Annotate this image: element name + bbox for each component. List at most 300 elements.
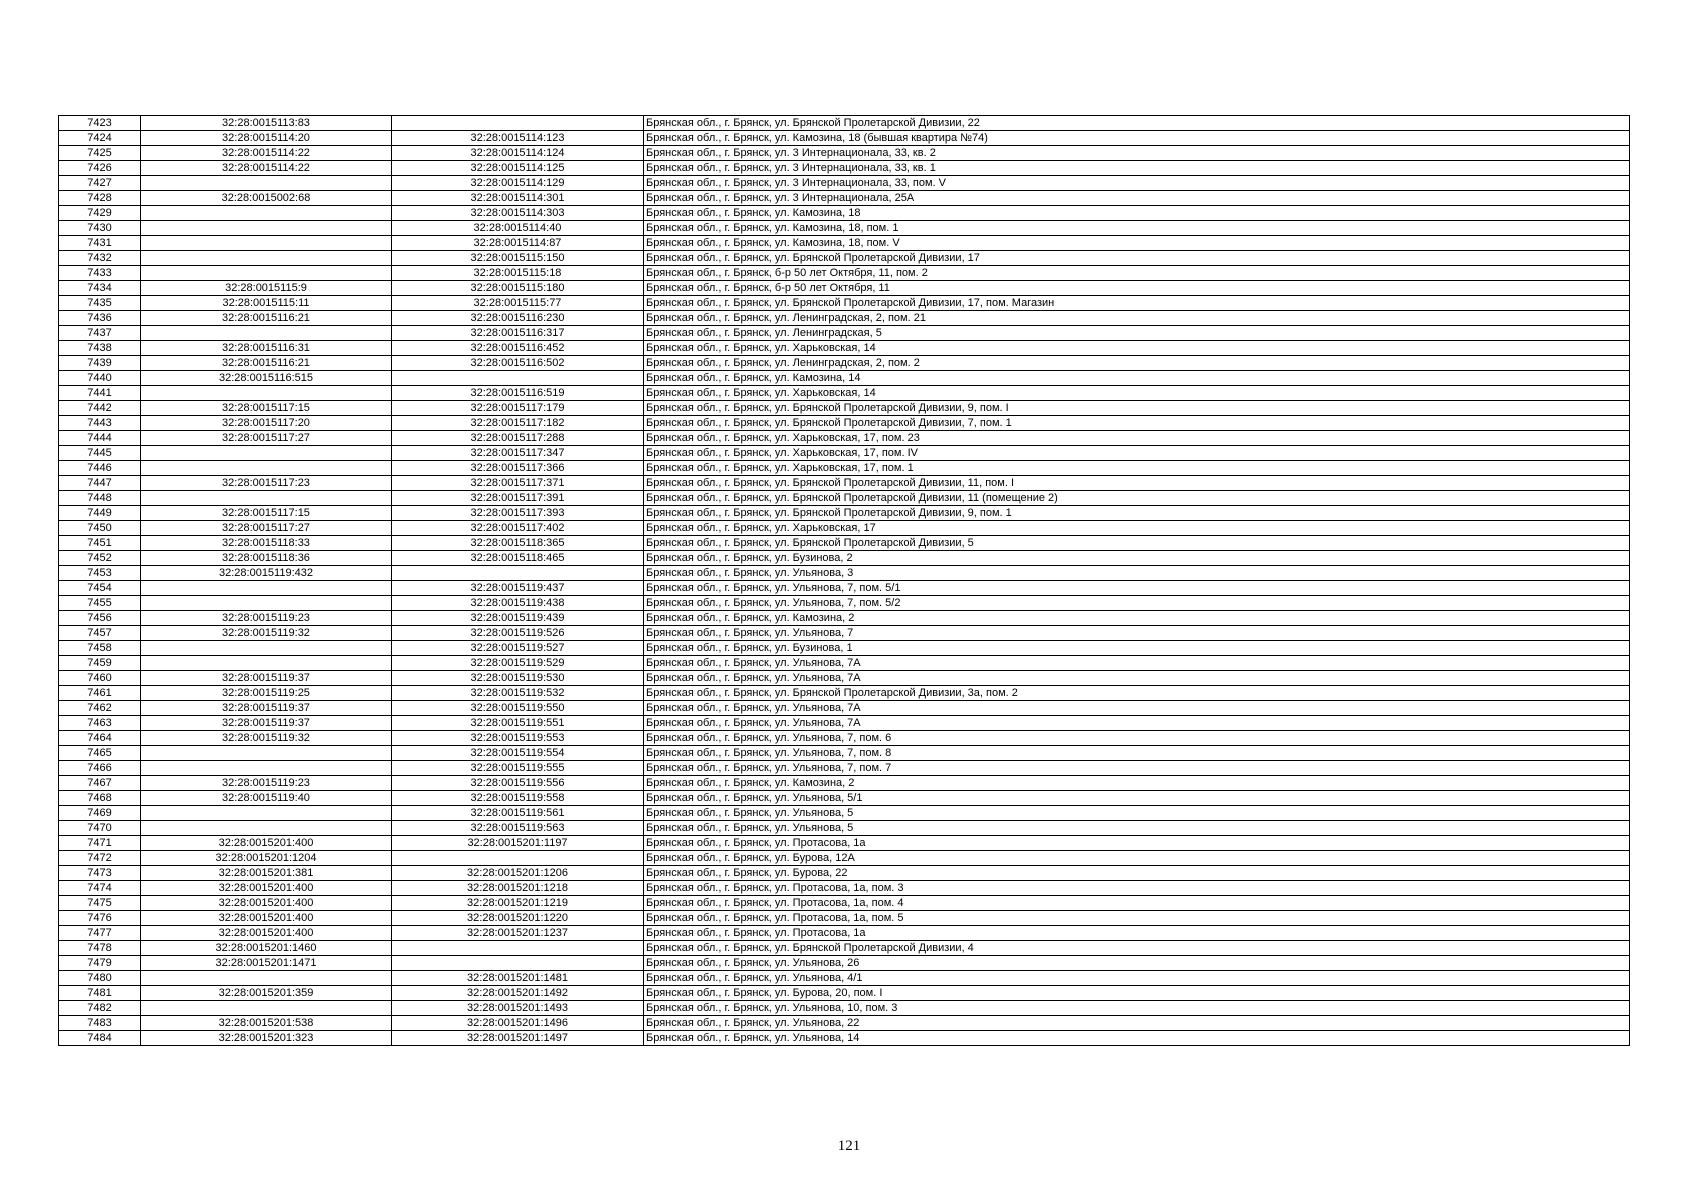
table-row <box>59 566 1630 581</box>
object-cadastral-cell: 32:28:0015119:530 <box>392 671 644 686</box>
table-row <box>59 1031 1630 1046</box>
row-number-cell: 7459 <box>59 656 141 671</box>
object-cadastral-cell: 32:28:0015114:125 <box>392 161 644 176</box>
parcel-cadastral-cell <box>141 266 392 281</box>
table-row <box>59 536 1630 551</box>
row-number-cell: 7435 <box>59 296 141 311</box>
address-cell: Брянская обл., г. Брянск, ул. Брянской Пролетарской Дивизии, 7, пом. 1 <box>644 416 1630 431</box>
row-number-cell: 7439 <box>59 356 141 371</box>
object-cadastral-cell <box>392 941 644 956</box>
address-cell: Брянская обл., г. Брянск, ул. Ленинградская, 5 <box>644 326 1630 341</box>
row-number-cell: 7484 <box>59 1031 141 1046</box>
row-number-cell: 7447 <box>59 476 141 491</box>
parcel-cadastral-cell: 32:28:0015119:23 <box>141 776 392 791</box>
object-cadastral-cell: 32:28:0015116:519 <box>392 386 644 401</box>
row-number-cell: 7483 <box>59 1016 141 1031</box>
object-cadastral-cell: 32:28:0015114:40 <box>392 221 644 236</box>
address-cell: Брянская обл., г. Брянск, ул. Брянской Пролетарской Дивизии, 9, пом. I <box>644 401 1630 416</box>
object-cadastral-cell: 32:28:0015116:317 <box>392 326 644 341</box>
address-cell: Брянская обл., г. Брянск, ул. Ульянова, 7, пом. 7 <box>644 761 1630 776</box>
address-cell: Брянская обл., г. Брянск, ул. Брянской Пролетарской Дивизии, 17 <box>644 251 1630 266</box>
table-row <box>59 731 1630 746</box>
row-number-cell: 7441 <box>59 386 141 401</box>
object-cadastral-cell: 32:28:0015201:1220 <box>392 911 644 926</box>
address-cell: Брянская обл., г. Брянск, ул. Харьковская, 17 <box>644 521 1630 536</box>
row-number-cell: 7456 <box>59 611 141 626</box>
parcel-cadastral-cell: 32:28:0015114:20 <box>141 131 392 146</box>
object-cadastral-cell: 32:28:0015201:1237 <box>392 926 644 941</box>
table-row <box>59 446 1630 461</box>
row-number-cell: 7468 <box>59 791 141 806</box>
parcel-cadastral-cell <box>141 806 392 821</box>
parcel-cadastral-cell: 32:28:0015201:400 <box>141 836 392 851</box>
address-cell: Брянская обл., г. Брянск, ул. Харьковская, 14 <box>644 341 1630 356</box>
address-cell: Брянская обл., г. Брянск, ул. Ленинградская, 2, пом. 2 <box>644 356 1630 371</box>
address-cell: Брянская обл., г. Брянск, ул. Ульянова, 3 <box>644 566 1630 581</box>
parcel-cadastral-cell <box>141 491 392 506</box>
parcel-cadastral-cell: 32:28:0015119:23 <box>141 611 392 626</box>
row-number-cell: 7464 <box>59 731 141 746</box>
parcel-cadastral-cell: 32:28:0015115:9 <box>141 281 392 296</box>
row-number-cell: 7451 <box>59 536 141 551</box>
object-cadastral-cell: 32:28:0015117:391 <box>392 491 644 506</box>
object-cadastral-cell: 32:28:0015119:439 <box>392 611 644 626</box>
parcel-cadastral-cell: 32:28:0015002:68 <box>141 191 392 206</box>
parcel-cadastral-cell <box>141 971 392 986</box>
parcel-cadastral-cell: 32:28:0015118:36 <box>141 551 392 566</box>
table-row <box>59 1001 1630 1016</box>
parcel-cadastral-cell <box>141 641 392 656</box>
row-number-cell: 7429 <box>59 206 141 221</box>
object-cadastral-cell: 32:28:0015119:529 <box>392 656 644 671</box>
object-cadastral-cell: 32:28:0015114:87 <box>392 236 644 251</box>
table-row <box>59 911 1630 926</box>
parcel-cadastral-cell: 32:28:0015201:400 <box>141 881 392 896</box>
object-cadastral-cell: 32:28:0015119:555 <box>392 761 644 776</box>
object-cadastral-cell: 32:28:0015117:371 <box>392 476 644 491</box>
row-number-cell: 7480 <box>59 971 141 986</box>
object-cadastral-cell <box>392 851 644 866</box>
object-cadastral-cell <box>392 566 644 581</box>
table-row <box>59 281 1630 296</box>
table-row <box>59 311 1630 326</box>
address-cell: Брянская обл., г. Брянск, ул. Бузинова, 1 <box>644 641 1630 656</box>
address-cell: Брянская обл., г. Брянск, ул. Ленинградская, 2, пом. 21 <box>644 311 1630 326</box>
parcel-cadastral-cell <box>141 251 392 266</box>
address-cell: Брянская обл., г. Брянск, ул. Ульянова, 5/1 <box>644 791 1630 806</box>
table-row <box>59 236 1630 251</box>
table-row <box>59 881 1630 896</box>
address-cell: Брянская обл., г. Брянск, ул. Харьковская, 17, пом. IV <box>644 446 1630 461</box>
object-cadastral-cell: 32:28:0015119:437 <box>392 581 644 596</box>
parcel-cadastral-cell <box>141 326 392 341</box>
parcel-cadastral-cell <box>141 446 392 461</box>
table-row <box>59 491 1630 506</box>
row-number-cell: 7427 <box>59 176 141 191</box>
object-cadastral-cell: 32:28:0015119:561 <box>392 806 644 821</box>
row-number-cell: 7465 <box>59 746 141 761</box>
parcel-cadastral-cell: 32:28:0015116:31 <box>141 341 392 356</box>
object-cadastral-cell: 32:28:0015116:230 <box>392 311 644 326</box>
table-row <box>59 521 1630 536</box>
object-cadastral-cell: 32:28:0015117:182 <box>392 416 644 431</box>
table-row <box>59 581 1630 596</box>
row-number-cell: 7462 <box>59 701 141 716</box>
parcel-cadastral-cell: 32:28:0015201:538 <box>141 1016 392 1031</box>
parcel-cadastral-cell: 32:28:0015116:21 <box>141 356 392 371</box>
table-row <box>59 896 1630 911</box>
address-cell: Брянская обл., г. Брянск, ул. Бурова, 22 <box>644 866 1630 881</box>
table-row <box>59 641 1630 656</box>
parcel-cadastral-cell <box>141 176 392 191</box>
row-number-cell: 7432 <box>59 251 141 266</box>
row-number-cell: 7481 <box>59 986 141 1001</box>
table-row <box>59 806 1630 821</box>
parcel-cadastral-cell: 32:28:0015201:323 <box>141 1031 392 1046</box>
row-number-cell: 7472 <box>59 851 141 866</box>
row-number-cell: 7423 <box>59 116 141 131</box>
address-cell: Брянская обл., г. Брянск, б-р 50 лет Октября, 11 <box>644 281 1630 296</box>
address-cell: Брянская обл., г. Брянск, ул. Брянской Пролетарской Дивизии, 9, пом. 1 <box>644 506 1630 521</box>
parcel-cadastral-cell: 32:28:0015116:21 <box>141 311 392 326</box>
table-row <box>59 821 1630 836</box>
table-row <box>59 986 1630 1001</box>
object-cadastral-cell: 32:28:0015115:77 <box>392 296 644 311</box>
parcel-cadastral-cell: 32:28:0015201:359 <box>141 986 392 1001</box>
row-number-cell: 7452 <box>59 551 141 566</box>
address-cell: Брянская обл., г. Брянск, ул. Брянской Пролетарской Дивизии, 3а, пом. 2 <box>644 686 1630 701</box>
table-row <box>59 146 1630 161</box>
row-number-cell: 7445 <box>59 446 141 461</box>
object-cadastral-cell: 32:28:0015114:129 <box>392 176 644 191</box>
parcel-cadastral-cell: 32:28:0015201:1460 <box>141 941 392 956</box>
object-cadastral-cell: 32:28:0015119:558 <box>392 791 644 806</box>
parcel-cadastral-cell: 32:28:0015119:432 <box>141 566 392 581</box>
table-row <box>59 941 1630 956</box>
address-cell: Брянская обл., г. Брянск, ул. Ульянова, 26 <box>644 956 1630 971</box>
table-row <box>59 701 1630 716</box>
parcel-cadastral-cell: 32:28:0015119:37 <box>141 716 392 731</box>
object-cadastral-cell: 32:28:0015117:393 <box>392 506 644 521</box>
row-number-cell: 7446 <box>59 461 141 476</box>
object-cadastral-cell: 32:28:0015201:1492 <box>392 986 644 1001</box>
object-cadastral-cell: 32:28:0015119:563 <box>392 821 644 836</box>
address-cell: Брянская обл., г. Брянск, ул. Ульянова, 7А <box>644 716 1630 731</box>
row-number-cell: 7428 <box>59 191 141 206</box>
object-cadastral-cell: 32:28:0015114:123 <box>392 131 644 146</box>
table-row <box>59 1016 1630 1031</box>
object-cadastral-cell: 32:28:0015117:366 <box>392 461 644 476</box>
table-row <box>59 671 1630 686</box>
parcel-cadastral-cell: 32:28:0015117:23 <box>141 476 392 491</box>
address-cell: Брянская обл., г. Брянск, ул. Брянской Пролетарской Дивизии, 17, пом. Магазин <box>644 296 1630 311</box>
row-number-cell: 7478 <box>59 941 141 956</box>
object-cadastral-cell: 32:28:0015116:452 <box>392 341 644 356</box>
address-cell: Брянская обл., г. Брянск, ул. Харьковская, 17, пом. 1 <box>644 461 1630 476</box>
parcel-cadastral-cell: 32:28:0015119:32 <box>141 731 392 746</box>
table-row <box>59 776 1630 791</box>
address-cell: Брянская обл., г. Брянск, ул. 3 Интернационала, 33, пом. V <box>644 176 1630 191</box>
address-cell: Брянская обл., г. Брянск, ул. Ульянова, 22 <box>644 1016 1630 1031</box>
object-cadastral-cell <box>392 116 644 131</box>
table-row <box>59 551 1630 566</box>
row-number-cell: 7425 <box>59 146 141 161</box>
address-cell: Брянская обл., г. Брянск, ул. Камозина, 14 <box>644 371 1630 386</box>
object-cadastral-cell: 32:28:0015115:18 <box>392 266 644 281</box>
parcel-cadastral-cell <box>141 206 392 221</box>
object-cadastral-cell: 32:28:0015119:532 <box>392 686 644 701</box>
address-cell: Брянская обл., г. Брянск, ул. Брянской Пролетарской Дивизии, 22 <box>644 116 1630 131</box>
table-row <box>59 116 1630 131</box>
parcel-cadastral-cell: 32:28:0015119:37 <box>141 701 392 716</box>
address-cell: Брянская обл., г. Брянск, ул. Ульянова, 7, пом. 8 <box>644 746 1630 761</box>
table-row <box>59 611 1630 626</box>
table-row <box>59 626 1630 641</box>
parcel-cadastral-cell: 32:28:0015117:20 <box>141 416 392 431</box>
object-cadastral-cell: 32:28:0015201:1197 <box>392 836 644 851</box>
table-row <box>59 251 1630 266</box>
table-row <box>59 431 1630 446</box>
parcel-cadastral-cell: 32:28:0015201:400 <box>141 896 392 911</box>
address-cell: Брянская обл., г. Брянск, ул. Ульянова, 7, пом. 6 <box>644 731 1630 746</box>
parcel-cadastral-cell <box>141 221 392 236</box>
address-cell: Брянская обл., г. Брянск, ул. Брянской Пролетарской Дивизии, 11 (помещение 2) <box>644 491 1630 506</box>
object-cadastral-cell: 32:28:0015114:303 <box>392 206 644 221</box>
row-number-cell: 7434 <box>59 281 141 296</box>
row-number-cell: 7453 <box>59 566 141 581</box>
row-number-cell: 7426 <box>59 161 141 176</box>
address-cell: Брянская обл., г. Брянск, ул. Камозина, 2 <box>644 611 1630 626</box>
row-number-cell: 7450 <box>59 521 141 536</box>
address-cell: Брянская обл., г. Брянск, ул. Протасова, 1а, пом. 4 <box>644 896 1630 911</box>
address-cell: Брянская обл., г. Брянск, ул. 3 Интернационала, 25А <box>644 191 1630 206</box>
row-number-cell: 7461 <box>59 686 141 701</box>
parcel-cadastral-cell: 32:28:0015201:400 <box>141 926 392 941</box>
row-number-cell: 7477 <box>59 926 141 941</box>
object-cadastral-cell: 32:28:0015119:438 <box>392 596 644 611</box>
parcel-cadastral-cell: 32:28:0015201:1471 <box>141 956 392 971</box>
row-number-cell: 7424 <box>59 131 141 146</box>
object-cadastral-cell: 32:28:0015119:556 <box>392 776 644 791</box>
row-number-cell: 7444 <box>59 431 141 446</box>
row-number-cell: 7443 <box>59 416 141 431</box>
object-cadastral-cell: 32:28:0015118:365 <box>392 536 644 551</box>
address-cell: Брянская обл., г. Брянск, ул. Бурова, 12А <box>644 851 1630 866</box>
table-row <box>59 926 1630 941</box>
row-number-cell: 7430 <box>59 221 141 236</box>
object-cadastral-cell: 32:28:0015119:553 <box>392 731 644 746</box>
address-cell: Брянская обл., г. Брянск, ул. Протасова, 1а <box>644 836 1630 851</box>
address-cell: Брянская обл., г. Брянск, ул. Ульянова, 7А <box>644 701 1630 716</box>
registry-table-body <box>59 116 1630 1046</box>
address-cell: Брянская обл., г. Брянск, ул. Ульянова, 7А <box>644 671 1630 686</box>
table-row <box>59 656 1630 671</box>
object-cadastral-cell: 32:28:0015115:150 <box>392 251 644 266</box>
object-cadastral-cell: 32:28:0015115:180 <box>392 281 644 296</box>
parcel-cadastral-cell: 32:28:0015113:83 <box>141 116 392 131</box>
parcel-cadastral-cell <box>141 596 392 611</box>
parcel-cadastral-cell <box>141 821 392 836</box>
table-row <box>59 401 1630 416</box>
row-number-cell: 7463 <box>59 716 141 731</box>
address-cell: Брянская обл., г. Брянск, ул. Бузинова, 2 <box>644 551 1630 566</box>
address-cell: Брянская обл., г. Брянск, ул. Ульянова, 7, пом. 5/2 <box>644 596 1630 611</box>
table-row <box>59 371 1630 386</box>
parcel-cadastral-cell: 32:28:0015119:40 <box>141 791 392 806</box>
address-cell: Брянская обл., г. Брянск, ул. Ульянова, 10, пом. 3 <box>644 1001 1630 1016</box>
object-cadastral-cell: 32:28:0015117:402 <box>392 521 644 536</box>
parcel-cadastral-cell <box>141 236 392 251</box>
address-cell: Брянская обл., г. Брянск, ул. Брянской Пролетарской Дивизии, 11, пом. I <box>644 476 1630 491</box>
address-cell: Брянская обл., г. Брянск, ул. Камозина, 18 <box>644 206 1630 221</box>
table-row <box>59 191 1630 206</box>
row-number-cell: 7437 <box>59 326 141 341</box>
parcel-cadastral-cell: 32:28:0015115:11 <box>141 296 392 311</box>
row-number-cell: 7438 <box>59 341 141 356</box>
table-row <box>59 476 1630 491</box>
row-number-cell: 7475 <box>59 896 141 911</box>
object-cadastral-cell: 32:28:0015119:551 <box>392 716 644 731</box>
parcel-cadastral-cell <box>141 581 392 596</box>
table-row <box>59 416 1630 431</box>
table-row <box>59 956 1630 971</box>
row-number-cell: 7476 <box>59 911 141 926</box>
parcel-cadastral-cell: 32:28:0015117:27 <box>141 521 392 536</box>
registry-table <box>58 115 1630 1046</box>
row-number-cell: 7448 <box>59 491 141 506</box>
address-cell: Брянская обл., г. Брянск, ул. Протасова, 1а <box>644 926 1630 941</box>
table-row <box>59 716 1630 731</box>
row-number-cell: 7469 <box>59 806 141 821</box>
row-number-cell: 7479 <box>59 956 141 971</box>
row-number-cell: 7473 <box>59 866 141 881</box>
object-cadastral-cell: 32:28:0015117:288 <box>392 431 644 446</box>
address-cell: Брянская обл., г. Брянск, ул. 3 Интернационала, 33, кв. 1 <box>644 161 1630 176</box>
row-number-cell: 7466 <box>59 761 141 776</box>
object-cadastral-cell <box>392 956 644 971</box>
address-cell: Брянская обл., г. Брянск, ул. Камозина, 18 (бывшая квартира №74) <box>644 131 1630 146</box>
address-cell: Брянская обл., г. Брянск, ул. Камозина, 18, пом. V <box>644 236 1630 251</box>
object-cadastral-cell: 32:28:0015201:1493 <box>392 1001 644 1016</box>
row-number-cell: 7433 <box>59 266 141 281</box>
object-cadastral-cell: 32:28:0015201:1206 <box>392 866 644 881</box>
parcel-cadastral-cell: 32:28:0015117:27 <box>141 431 392 446</box>
table-row <box>59 506 1630 521</box>
table-row <box>59 356 1630 371</box>
parcel-cadastral-cell: 32:28:0015201:381 <box>141 866 392 881</box>
row-number-cell: 7442 <box>59 401 141 416</box>
address-cell: Брянская обл., г. Брянск, ул. Брянской Пролетарской Дивизии, 4 <box>644 941 1630 956</box>
page-number: 121 <box>837 1138 861 1154</box>
object-cadastral-cell: 32:28:0015114:124 <box>392 146 644 161</box>
row-number-cell: 7482 <box>59 1001 141 1016</box>
row-number-cell: 7436 <box>59 311 141 326</box>
table-row <box>59 836 1630 851</box>
address-cell: Брянская обл., г. Брянск, ул. Ульянова, 5 <box>644 821 1630 836</box>
object-cadastral-cell: 32:28:0015119:554 <box>392 746 644 761</box>
row-number-cell: 7471 <box>59 836 141 851</box>
parcel-cadastral-cell: 32:28:0015117:15 <box>141 506 392 521</box>
row-number-cell: 7467 <box>59 776 141 791</box>
parcel-cadastral-cell: 32:28:0015116:515 <box>141 371 392 386</box>
address-cell: Брянская обл., г. Брянск, ул. Камозина, 2 <box>644 776 1630 791</box>
table-row <box>59 206 1630 221</box>
address-cell: Брянская обл., г. Брянск, б-р 50 лет Октября, 11, пом. 2 <box>644 266 1630 281</box>
parcel-cadastral-cell: 32:28:0015201:1204 <box>141 851 392 866</box>
object-cadastral-cell: 32:28:0015201:1218 <box>392 881 644 896</box>
parcel-cadastral-cell <box>141 746 392 761</box>
address-cell: Брянская обл., г. Брянск, ул. Ульянова, 4/1 <box>644 971 1630 986</box>
address-cell: Брянская обл., г. Брянск, ул. Брянской Пролетарской Дивизии, 5 <box>644 536 1630 551</box>
table-row <box>59 221 1630 236</box>
row-number-cell: 7431 <box>59 236 141 251</box>
parcel-cadastral-cell: 32:28:0015114:22 <box>141 146 392 161</box>
row-number-cell: 7449 <box>59 506 141 521</box>
address-cell: Брянская обл., г. Брянск, ул. Харьковская, 14 <box>644 386 1630 401</box>
object-cadastral-cell: 32:28:0015116:502 <box>392 356 644 371</box>
table-row <box>59 176 1630 191</box>
parcel-cadastral-cell: 32:28:0015201:400 <box>141 911 392 926</box>
address-cell: Брянская обл., г. Брянск, ул. Ульянова, 7А <box>644 656 1630 671</box>
object-cadastral-cell: 32:28:0015117:347 <box>392 446 644 461</box>
parcel-cadastral-cell: 32:28:0015117:15 <box>141 401 392 416</box>
object-cadastral-cell: 32:28:0015114:301 <box>392 191 644 206</box>
address-cell: Брянская обл., г. Брянск, ул. Ульянова, 7, пом. 5/1 <box>644 581 1630 596</box>
address-cell: Брянская обл., г. Брянск, ул. Камозина, 18, пом. 1 <box>644 221 1630 236</box>
table-row <box>59 266 1630 281</box>
table-row <box>59 341 1630 356</box>
address-cell: Брянская обл., г. Брянск, ул. Ульянова, 7 <box>644 626 1630 641</box>
parcel-cadastral-cell <box>141 656 392 671</box>
parcel-cadastral-cell: 32:28:0015114:22 <box>141 161 392 176</box>
address-cell: Брянская обл., г. Брянск, ул. Ульянова, 5 <box>644 806 1630 821</box>
object-cadastral-cell: 32:28:0015118:465 <box>392 551 644 566</box>
object-cadastral-cell: 32:28:0015201:1496 <box>392 1016 644 1031</box>
object-cadastral-cell: 32:28:0015119:527 <box>392 641 644 656</box>
address-cell: Брянская обл., г. Брянск, ул. Протасова, 1а, пом. 3 <box>644 881 1630 896</box>
row-number-cell: 7460 <box>59 671 141 686</box>
parcel-cadastral-cell <box>141 386 392 401</box>
parcel-cadastral-cell: 32:28:0015119:32 <box>141 626 392 641</box>
table-row <box>59 971 1630 986</box>
address-cell: Брянская обл., г. Брянск, ул. Ульянова, 14 <box>644 1031 1630 1046</box>
row-number-cell: 7440 <box>59 371 141 386</box>
table-row <box>59 161 1630 176</box>
parcel-cadastral-cell <box>141 461 392 476</box>
table-row <box>59 686 1630 701</box>
row-number-cell: 7458 <box>59 641 141 656</box>
parcel-cadastral-cell <box>141 761 392 776</box>
address-cell: Брянская обл., г. Брянск, ул. 3 Интернационала, 33, кв. 2 <box>644 146 1630 161</box>
table-row <box>59 461 1630 476</box>
table-row <box>59 761 1630 776</box>
object-cadastral-cell: 32:28:0015117:179 <box>392 401 644 416</box>
row-number-cell: 7457 <box>59 626 141 641</box>
address-cell: Брянская обл., г. Брянск, ул. Харьковская, 17, пом. 23 <box>644 431 1630 446</box>
parcel-cadastral-cell: 32:28:0015118:33 <box>141 536 392 551</box>
row-number-cell: 7455 <box>59 596 141 611</box>
parcel-cadastral-cell: 32:28:0015119:37 <box>141 671 392 686</box>
parcel-cadastral-cell <box>141 1001 392 1016</box>
object-cadastral-cell: 32:28:0015201:1219 <box>392 896 644 911</box>
table-row <box>59 746 1630 761</box>
object-cadastral-cell: 32:28:0015119:550 <box>392 701 644 716</box>
object-cadastral-cell: 32:28:0015119:526 <box>392 626 644 641</box>
table-row <box>59 851 1630 866</box>
address-cell: Брянская обл., г. Брянск, ул. Бурова, 20, пом. I <box>644 986 1630 1001</box>
table-row <box>59 131 1630 146</box>
object-cadastral-cell <box>392 371 644 386</box>
